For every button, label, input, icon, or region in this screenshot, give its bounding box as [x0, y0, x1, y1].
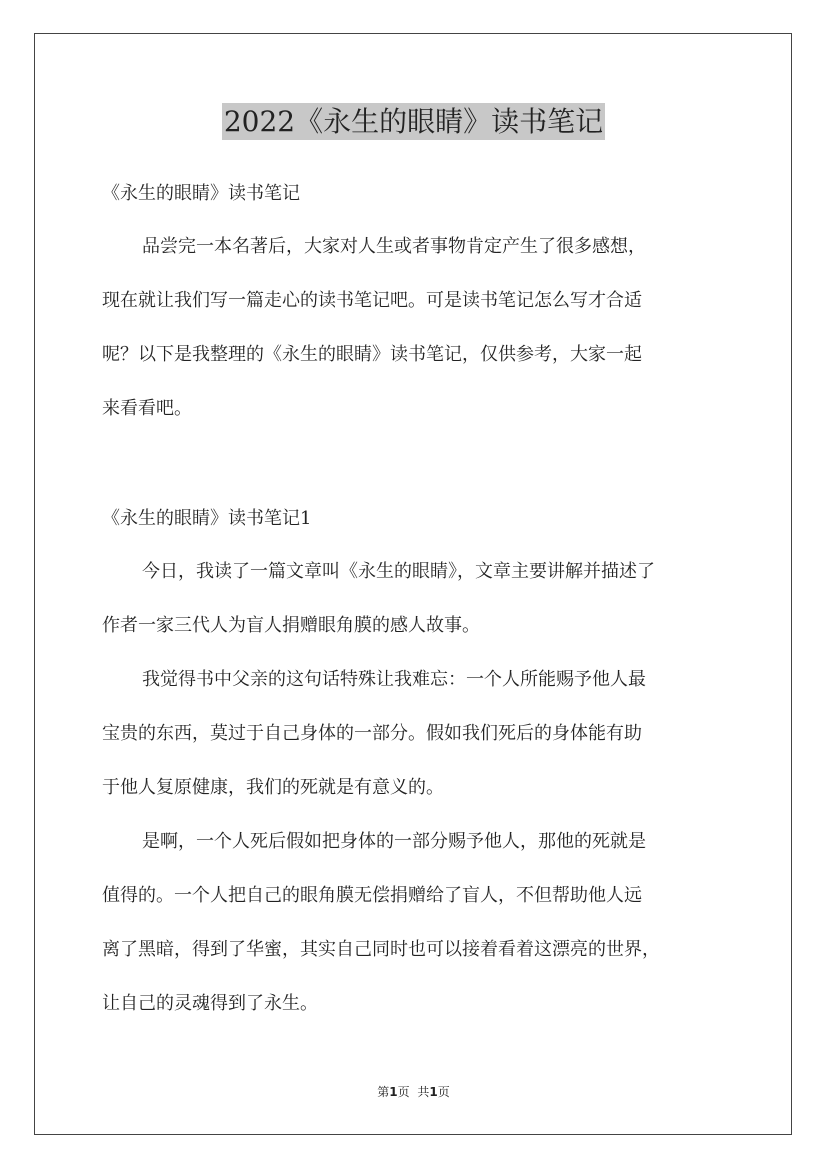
- paragraph-line: 值得的。一个人把自己的眼角膜无偿捐赠给了盲人，不但帮助他人远: [102, 885, 642, 906]
- paragraph-line: 让自己的灵魂得到了永生。: [102, 993, 318, 1014]
- total-label-suffix: 页: [437, 1085, 450, 1099]
- paragraph-3: [102, 815, 732, 1031]
- page-label-prefix: 第: [377, 1085, 390, 1099]
- intro-paragraph: [102, 220, 732, 436]
- document-title: [0, 100, 827, 144]
- paragraph-line: 今日，我读了一篇文章叫《永生的眼睛》，文章主要讲解并描述了: [142, 561, 655, 582]
- total-label-prefix: 共: [417, 1085, 430, 1099]
- document-title-text: 2022《永生的眼睛》读书笔记: [223, 105, 604, 138]
- paragraph-line: 是啊，一个人死后假如把身体的一部分赐予他人，那他的死就是: [142, 831, 646, 852]
- paragraph-line: 来看看吧。: [102, 398, 192, 419]
- paragraph-2: [102, 653, 732, 815]
- page-number: 1: [389, 1085, 398, 1099]
- intro-heading: 《永生的眼睛》读书笔记: [102, 183, 300, 204]
- page-footer: [0, 1084, 827, 1100]
- paragraph-line: 宝贵的东西，莫过于自己身体的一部分。假如我们死后的身体能有助: [102, 723, 642, 744]
- paragraph-line: 现在就让我们写一篇走心的读书笔记吧。可是读书笔记怎么写才合适: [102, 290, 642, 311]
- paragraph-line: 作者一家三代人为盲人捐赠眼角膜的感人故事。: [102, 615, 480, 636]
- total-pages: 1: [429, 1085, 438, 1099]
- paragraph-line: 我觉得书中父亲的这句话特殊让我难忘：一个人所能赐予他人最: [142, 669, 646, 690]
- paragraph-line: 呢？以下是我整理的《永生的眼睛》读书笔记，仅供参考，大家一起: [102, 344, 642, 365]
- paragraph-line: 品尝完一本名著后，大家对人生或者事物肯定产生了很多感想，: [142, 236, 646, 257]
- section-heading-1: 《永生的眼睛》读书笔记1: [102, 508, 312, 529]
- paragraph-1: [102, 545, 732, 653]
- paragraph-line: 离了黑暗，得到了华蜜，其实自己同时也可以接着看着这漂亮的世界，: [102, 939, 660, 960]
- page-label-suffix: 页: [397, 1085, 410, 1099]
- paragraph-line: 于他人复原健康，我们的死就是有意义的。: [102, 777, 444, 798]
